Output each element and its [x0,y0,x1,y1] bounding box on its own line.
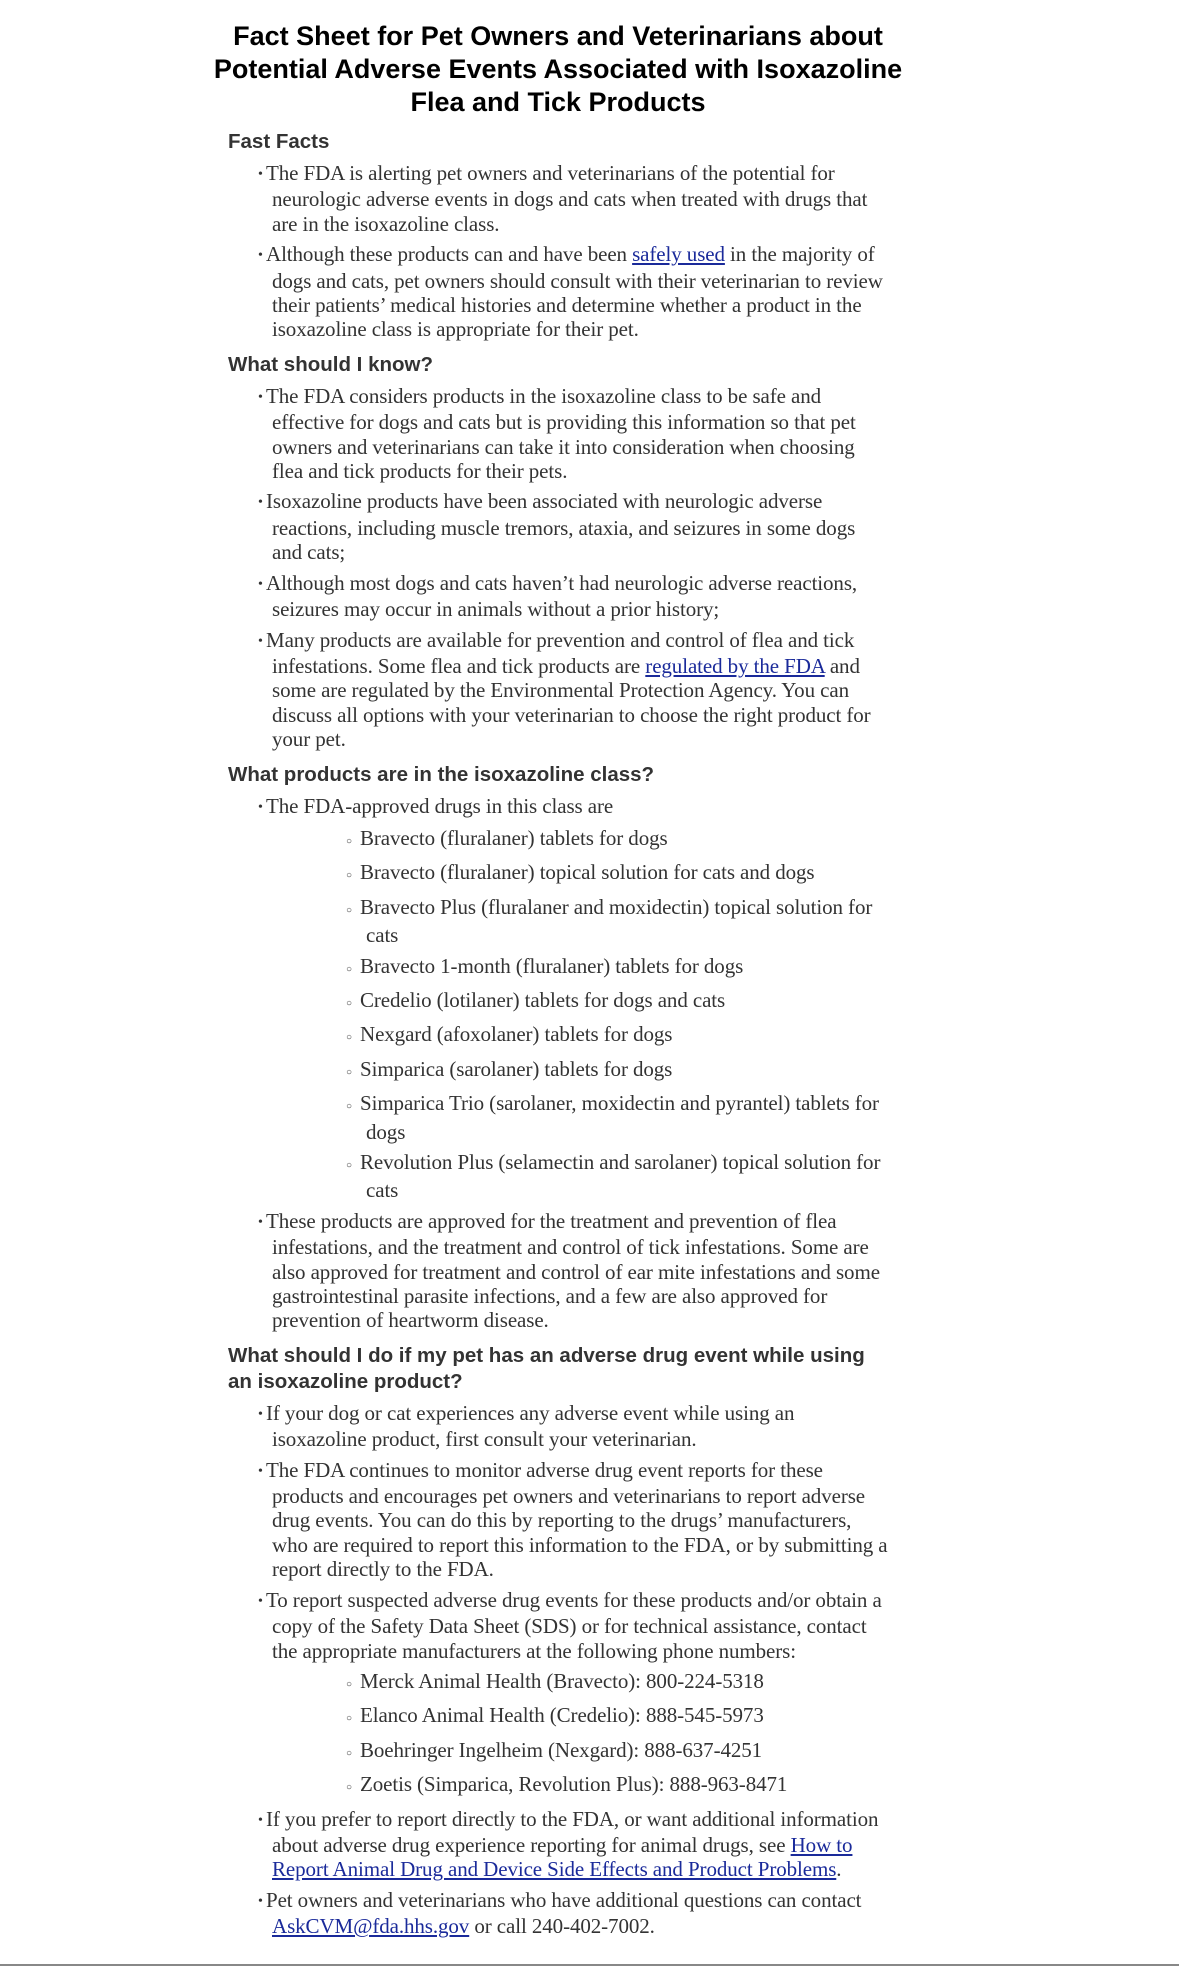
heading-products: What products are in the isoxazoline class? [228,762,655,786]
list-item: • To report suspected adverse drug events for these products and/or obtain a copy of the Safety Data Sheet (SDS) or for technical assistance, contact the appropriate manufacturers at the following phone numbers: ○ Merck Animal Health (Bravecto): 800-224-5318 ○ Elanco Animal Health (Credelio): 888-545-5973 ○ Boehringer Ingelheim (Nexgard): 888-637-4251 ○ Zoetis (Simparica, Revolution Plus): 888-963-8471 [228,1588,888,1801]
list-item: • Although these products can and have been safely used in the majority of dogs and cats, pet owners should consult with their veterinarian to review their patients’ medical histories and determine whether a product in the isoxazoline class is appropriate for their pet. [258,242,883,342]
list-item: • Many products are available for prevention and control of flea and tick infestations. Some flea and tick products are regulated by the FDA and some are regulated by the Environmental Protection Agency. You can discuss all options with your veterinarian to choose the right product for your pet. [258,627,871,752]
circle-bullet-icon: ○ [346,1713,352,1725]
circle-bullet-icon: ○ [346,997,352,1009]
heading-what-should-i-know: What should I know? [228,352,433,376]
page-title: Fact Sheet for Pet Owners and Veterinarians about Potential Adverse Events Associated with Isoxazoline Flea and Tick Products [213,21,903,117]
manufacturer-list [272,1669,888,1801]
drug-item: ○ Simparica (sarolaner) tablets for dogs [272,1057,888,1085]
circle-bullet-icon: ○ [346,870,352,882]
safely-used-link[interactable]: safely used [632,242,725,267]
fact-sheet [213,0,903,1939]
list-item: • The FDA considers products in the isoxazoline class to be safe and effective for dogs and cats but is providing this information so that pet owners and veterinarians can take it into consideration when choosing flea and tick products for their pets. [258,383,856,484]
list-item: • The FDA continues to monitor adverse drug event reports for these products and encourages pet owners and veterinarians to report adverse drug events. You can do this by reporting to the drugs’ manufacturers, who are required to report this information to the FDA, or by submitting a report directly to the FDA. [258,1457,888,1582]
fast-facts-list [228,161,888,342]
circle-bullet-icon: ○ [346,904,352,916]
list-item: • The FDA is alerting pet owners and veterinarians of the potential for neurologic adverse events in dogs and cats when treated with drugs that are in the isoxazoline class. [258,161,868,236]
manufacturer-item: ○ Elanco Animal Health (Credelio): 888-545-5973 [272,1703,888,1731]
drug-item: ○ Bravecto 1-month (fluralaner) tablets for dogs [272,954,888,982]
circle-bullet-icon: ○ [346,1782,352,1794]
circle-bullet-icon: ○ [346,835,352,847]
bullet-icon: • [258,167,263,182]
drug-item: ○ Simparica Trio (sarolaner, moxidectin and pyrantel) tablets for dogs [346,1091,879,1144]
manufacturer-item: ○ Merck Animal Health (Bravecto): 800-224-5318 [272,1669,888,1697]
bullet-icon: • [258,1406,263,1422]
circle-bullet-icon: ○ [346,1101,352,1113]
list-item: • Isoxazoline products have been associated with neurologic adverse reactions, including muscle tremors, ataxia, and seizures in some dogs and cats; [258,489,856,565]
regulated-by-fda-link[interactable]: regulated by the FDA [645,653,825,678]
list-item: • These products are approved for the treatment and prevention of flea infestations, and the treatment and control of tick infestations. Some are also approved for treatment and control of ear mite infestations and some gastrointestinal parasite infections, and a few are also approved for prevention of heartworm disease. [258,1208,880,1333]
askcvm-email-link[interactable]: AskCVM@fda.hhs.gov [272,1914,470,1939]
bullet-icon: • [258,1463,263,1479]
how-to-report-link[interactable]: How to Report Animal Drug and Device Side Effects and Product Problems [272,1832,853,1882]
circle-bullet-icon: ○ [346,1678,352,1690]
products-list [228,794,888,1333]
list-item: • If your dog or cat experiences any adverse event while using an isoxazoline product, first consult your veterinarian. [258,1400,795,1452]
manufacturer-item: ○ Boehringer Ingelheim (Nexgard): 888-637-4251 [272,1738,888,1766]
bullet-icon: • [258,1593,263,1609]
heading-fast-facts: Fast Facts [228,130,330,153]
drug-item: ○ Revolution Plus (selamectin and sarolaner) topical solution for cats [346,1150,881,1203]
bullet-icon: • [258,1812,263,1828]
bullet-icon: • [258,799,263,815]
bullet-icon: • [258,495,263,511]
bullet-icon: • [258,1214,263,1230]
drug-item: ○ Credelio (lotilaner) tablets for dogs and cats [272,988,888,1016]
circle-bullet-icon: ○ [346,1032,352,1044]
list-item: • If you prefer to report directly to the FDA, or want additional information about adverse drug experience reporting for animal drugs, see How to Report Animal Drug and Device Side Effects and Product Problems. [258,1806,879,1882]
bullet-icon: • [258,633,263,649]
drug-item: ○ Bravecto (fluralaner) tablets for dogs [272,826,888,854]
heading-adverse-event: What should I do if my pet has an adverse drug event while using an isoxazoline product? [228,1343,865,1393]
know-list [228,384,888,752]
list-item: • Pet owners and veterinarians who have additional questions can contact AskCVM@fda.hhs.gov or call 240-402-7002. [258,1887,862,1939]
circle-bullet-icon: ○ [346,1160,352,1171]
circle-bullet-icon: ○ [346,1066,352,1078]
drug-item: ○ Bravecto (fluralaner) topical solution for cats and dogs [272,860,888,888]
list-item: • The FDA-approved drugs in this class are ○ Bravecto (fluralaner) tablets for dogs ○ Bravecto (fluralaner) topical solution for cats and dogs ○ Bravecto Plus (fluralaner and moxidectin) topical solution for cats ○ Bravecto 1-month (fluralaner) tablets for dogs ○ Credelio (lotilaner) tablets for dogs and cats ○ Nexgard (afoxolaner) tablets for dogs ○ Simparica (sarolaner) tablets for dogs ○ Simparica Trio (sarolaner, moxidectin and pyrantel) tablets for dogs ○ Revolution Plus (selamectin and sarolaner) topical solution for cats [228,794,888,1203]
drug-item: ○ Bravecto Plus (fluralaner and moxidectin) topical solution for cats [346,894,873,948]
manufacturer-item: ○ Zoetis (Simparica, Revolution Plus): 888-963-8471 [272,1772,888,1800]
bullet-icon: • [258,1893,263,1909]
bullet-icon: • [258,576,263,592]
bullet-icon: • [258,248,263,264]
drug-list [272,826,888,1203]
circle-bullet-icon: ○ [346,963,352,975]
list-item: • Although most dogs and cats haven’t had neurologic adverse reactions, seizures may occur in animals without a prior history; [258,570,858,622]
drug-item: ○ Nexgard (afoxolaner) tablets for dogs [272,1022,888,1050]
bullet-icon: • [258,389,263,405]
circle-bullet-icon: ○ [346,1747,352,1759]
adverse-list [228,1401,888,1939]
